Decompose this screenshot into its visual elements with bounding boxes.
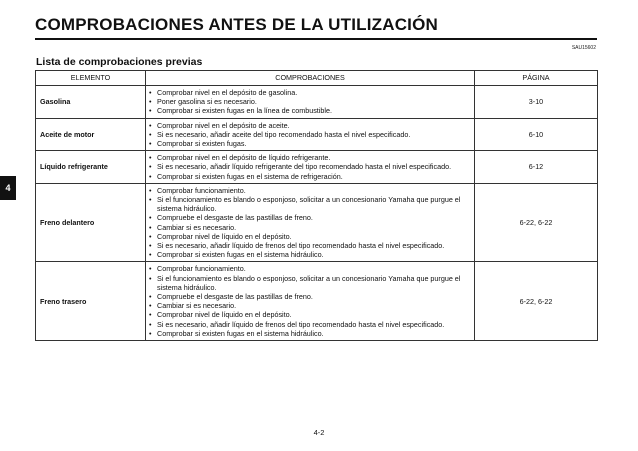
- page-reference: 6-12: [475, 151, 598, 184]
- page-reference: 6-22, 6-22: [475, 262, 598, 341]
- check-item: • Comprobar si existen fugas en la línea de combustible.: [149, 106, 470, 115]
- checklist-table: [35, 70, 598, 341]
- title-rule: [35, 38, 597, 40]
- check-item: • Poner gasolina si es necesario.: [149, 97, 470, 106]
- checks-cell: [146, 86, 475, 119]
- checks-list: [149, 153, 470, 181]
- check-item: • Comprobar nivel de líquido en el depósito.: [149, 310, 470, 319]
- check-item: • Comprobar si existen fugas en el sistema de refrigeración.: [149, 172, 470, 181]
- check-item: • Cambiar si es necesario.: [149, 301, 470, 310]
- column-header-page: PÁGINA: [475, 71, 598, 86]
- check-item: • Si es necesario, añadir líquido de frenos del tipo recomendado hasta el nivel especificado.: [149, 320, 470, 329]
- check-item: • Compruebe el desgaste de las pastillas de freno.: [149, 292, 470, 301]
- column-header-item: ELEMENTO: [36, 71, 146, 86]
- page-reference: 6-10: [475, 118, 598, 151]
- section-subtitle: Lista de comprobaciones previas: [36, 56, 203, 68]
- table-row: [36, 86, 598, 119]
- column-header-checks: COMPROBACIONES: [146, 71, 475, 86]
- checks-cell: [146, 151, 475, 184]
- chapter-number: 4: [5, 183, 11, 193]
- page-reference: 6-22, 6-22: [475, 183, 598, 262]
- table-row: [36, 118, 598, 151]
- page-reference: 3-10: [475, 86, 598, 119]
- check-item: • Compruebe el desgaste de las pastillas de freno.: [149, 213, 470, 222]
- checks-cell: [146, 183, 475, 262]
- check-item: • Comprobar funcionamiento.: [149, 186, 470, 195]
- document-code: SAU15602: [571, 45, 596, 51]
- table-row: [36, 151, 598, 184]
- checks-list: [149, 121, 470, 149]
- check-item: • Comprobar nivel en el depósito de gasolina.: [149, 88, 470, 97]
- check-item: • Si el funcionamiento es blando o esponjoso, solicitar a un concesionario Yamaha que purgue el sistema hidráulico.: [149, 195, 470, 213]
- check-item: • Si es necesario, añadir líquido de frenos del tipo recomendado hasta el nivel especificado.: [149, 241, 470, 250]
- check-item: • Si es necesario, añadir aceite del tipo recomendado hasta el nivel especificado.: [149, 130, 470, 139]
- page-number: 4-2: [313, 428, 325, 437]
- checks-cell: [146, 118, 475, 151]
- checks-list: [149, 88, 470, 116]
- check-item: • Si es necesario, añadir líquido refrigerante del tipo recomendado hasta el nivel especificado.: [149, 162, 470, 171]
- check-item: • Comprobar nivel en el depósito de aceite.: [149, 121, 470, 130]
- item-name: Freno trasero: [36, 262, 146, 341]
- check-item: • Comprobar nivel de líquido en el depósito.: [149, 232, 470, 241]
- check-item: • Comprobar si existen fugas en el sistema hidráulico.: [149, 329, 470, 338]
- page-title: COMPROBACIONES ANTES DE LA UTILIZACIÓN: [35, 15, 439, 34]
- check-item: • Cambiar si es necesario.: [149, 223, 470, 232]
- check-item: • Si el funcionamiento es blando o esponjoso, solicitar a un concesionario Yamaha que purgue el sistema hidráulico.: [149, 274, 470, 292]
- table-row: [36, 262, 598, 341]
- item-name: Gasolina: [36, 86, 146, 119]
- checks-list: [149, 186, 470, 260]
- table-body: [36, 86, 598, 341]
- table-row: [36, 183, 598, 262]
- chapter-tab: [0, 176, 16, 200]
- item-name: Freno delantero: [36, 183, 146, 262]
- check-item: • Comprobar si existen fugas en el sistema hidráulico.: [149, 250, 470, 259]
- item-name: Aceite de motor: [36, 118, 146, 151]
- check-item: • Comprobar si existen fugas.: [149, 139, 470, 148]
- checks-list: [149, 264, 470, 338]
- checks-cell: [146, 262, 475, 341]
- table-header-row: [36, 71, 598, 86]
- check-item: • Comprobar nivel en el depósito de líquido refrigerante.: [149, 153, 470, 162]
- check-item: • Comprobar funcionamiento.: [149, 264, 470, 273]
- item-name: Líquido refrigerante: [36, 151, 146, 184]
